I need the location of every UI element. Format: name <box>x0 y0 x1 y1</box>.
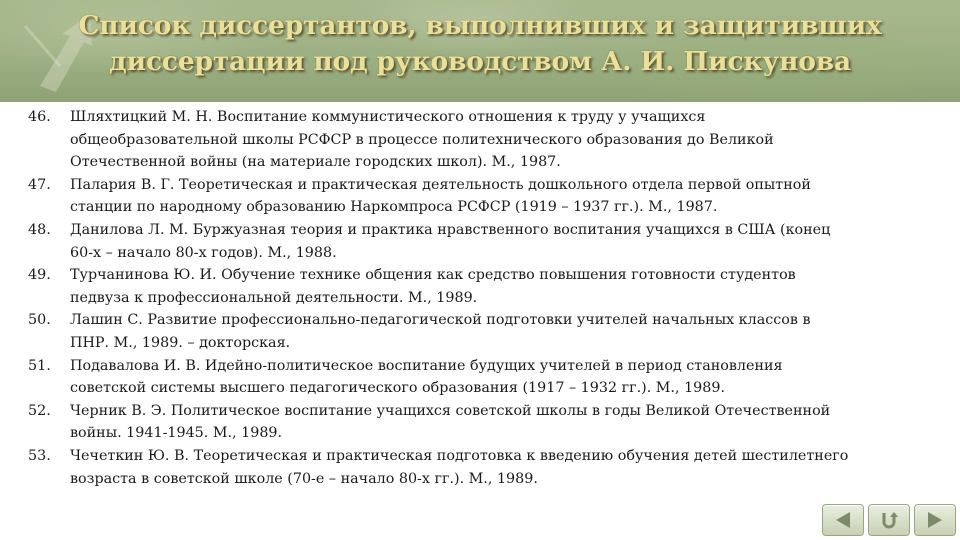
item-line: Отечественной войны (на материале городских школ). М., 1987. <box>70 154 561 171</box>
item-number: 47. <box>28 176 51 193</box>
item-line: Лашин С. Развитие профессионально-педагогической подготовки учителей начальных классов в <box>70 312 811 329</box>
list-item <box>28 106 933 174</box>
list-item <box>28 400 933 445</box>
list-item <box>28 445 933 490</box>
list-item <box>28 174 933 219</box>
item-line: Турчанинова Ю. И. Обучение технике общения как средство повышения готовности студентов <box>70 267 796 284</box>
item-line: Черник В. Э. Политическое воспитание учащихся советской школы в годы Великой Отечественной <box>70 402 831 419</box>
triangle-left-icon <box>832 510 854 530</box>
item-number: 48. <box>28 221 51 238</box>
title-line-2: диссертации под руководством А. И. Пискунова <box>109 46 851 77</box>
item-line: станции по народному образованию Наркомпроса РСФСР (1919 – 1937 гг.). М., 1987. <box>70 199 718 216</box>
item-line: 60-х – начало 80-х годов). М., 1988. <box>70 244 337 261</box>
title-line-1: Список диссертантов, выполнивших и защитивших <box>78 10 882 41</box>
triangle-right-icon <box>924 510 946 530</box>
item-line: возраста в советской школе (70-е – начало 80-х гг.). М., 1989. <box>70 470 538 487</box>
item-number: 46. <box>28 109 51 125</box>
item-line: общеобразовательной школы РСФСР в процессе политехнического образования до Великой <box>70 131 774 148</box>
item-line: Данилова Л. М. Буржуазная теория и практика нравственного воспитания учащихся в США (конец <box>70 221 831 238</box>
title-banner <box>0 0 960 102</box>
list-item <box>28 219 933 264</box>
slide-navigation <box>822 504 956 536</box>
item-number: 51. <box>28 357 51 374</box>
next-slide-button[interactable] <box>914 504 956 536</box>
list-item <box>28 355 933 400</box>
item-line: Чечеткин Ю. В. Теоретическая и практическая подготовка к введению обучения детей шестилетнего <box>70 447 849 464</box>
list-item <box>28 264 933 309</box>
item-line: Шляхтицкий М. Н. Воспитание коммунистического отношения к труду у учащихся <box>70 109 706 125</box>
u-turn-icon <box>878 509 900 531</box>
item-line: Палария В. Г. Теоретическая и практическая деятельность дошкольного отдела первой опытной <box>70 176 811 193</box>
list-item <box>28 309 933 354</box>
item-number: 52. <box>28 402 51 419</box>
item-line: педвуза к профессиональной деятельности. М., 1989. <box>70 289 478 306</box>
page-title <box>0 8 960 80</box>
dissertation-list <box>28 106 933 490</box>
item-line: войны. 1941-1945. М., 1989. <box>70 425 283 442</box>
item-line: Подавалова И. В. Идейно-политическое воспитание будущих учителей в период становления <box>70 357 783 374</box>
previous-slide-button[interactable] <box>822 504 864 536</box>
return-button[interactable] <box>868 504 910 536</box>
item-line: советской системы высшего педагогического образования (1917 – 1932 гг.). М., 1989. <box>70 380 725 397</box>
item-number: 53. <box>28 447 51 464</box>
item-line: ПНР. М., 1989. – докторская. <box>70 334 291 351</box>
item-number: 49. <box>28 267 51 284</box>
item-number: 50. <box>28 312 51 329</box>
